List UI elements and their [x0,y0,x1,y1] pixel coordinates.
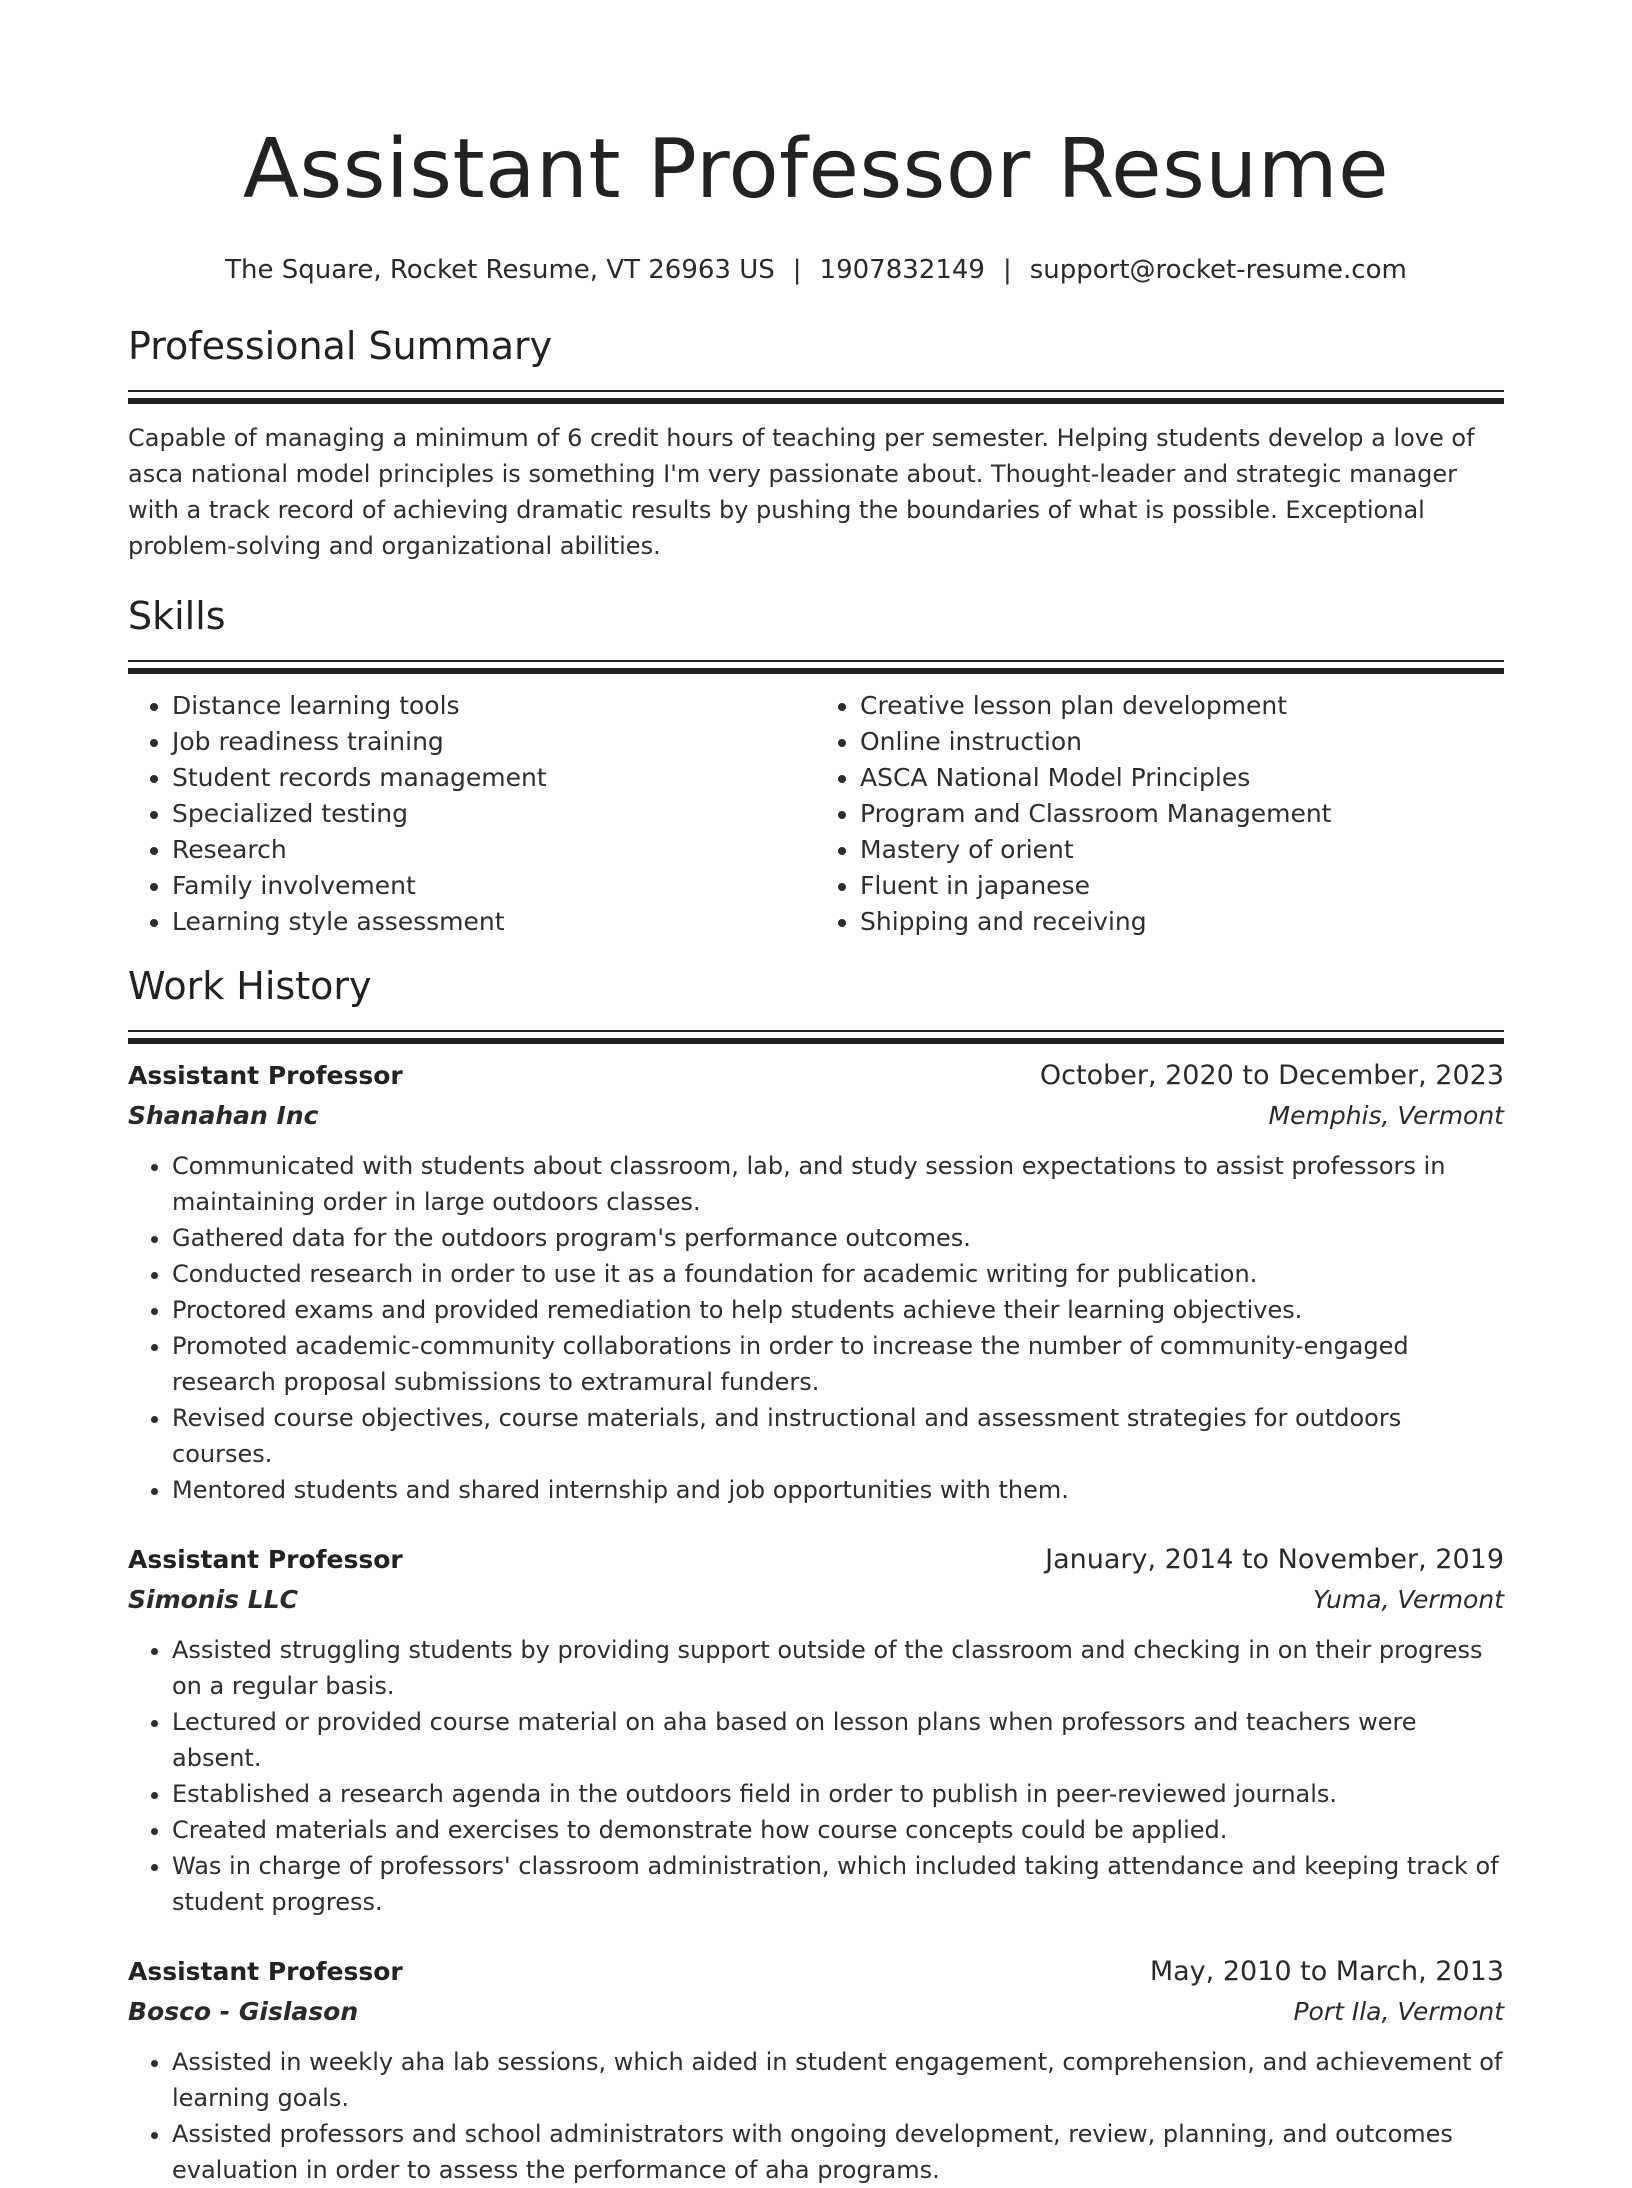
summary-text: Capable of managing a minimum of 6 credit hours of teaching per semester. Helping students develop a love of asca national model principles is something I'm very passionate about. Thought-leader and strategic manager with a track record of achieving dramatic results by pushing the boundaries of what is possible. Exceptional problem-solving and organizational abilities. [128,424,1475,560]
skill-item: • Online instruction [860,724,1504,760]
skill-item: • Creative lesson plan development [860,688,1504,724]
job-duty: • Gathered data for the outdoors program's performance outcomes. [172,1220,1504,1256]
skill-item: • Family involvement [172,868,816,904]
job-title: Assistant Professor [128,1545,403,1574]
skills-list-right [816,688,1504,940]
skill-item: • Specialized testing [172,796,816,832]
summary-section [128,322,1504,564]
job-duty: • Lectured or provided course material on aha based on lesson plans when professors and teachers were absent. [172,1704,1504,1776]
job-duty: • Created materials and exercises to demonstrate how course concepts could be applied. [172,1812,1504,1848]
skill-item: • Student records management [172,760,816,796]
skills-columns [128,688,1504,940]
section-divider-thick [128,398,1504,404]
skills-section [128,592,1504,940]
job-location: Port Ila, Vermont [1293,1997,1504,2026]
job-company: Simonis LLC [128,1585,298,1614]
skill-item: • Job readiness training [172,724,816,760]
contact-separator: | [1002,255,1012,285]
section-divider-thick [128,668,1504,674]
job-title: Assistant Professor [128,1957,403,1986]
job-entry [128,1540,1504,1920]
skill-item: • ASCA National Model Principles [860,760,1504,796]
job-duty: • Assisted in weekly aha lab sessions, which aided in student engagement, comprehension, and achievement of learning goals. [172,2044,1504,2116]
contact-email: support@rocket-resume.com [1029,255,1407,285]
section-divider [128,660,1504,662]
job-location: Yuma, Vermont [1313,1585,1504,1614]
summary-heading: Professional Summary [128,324,553,368]
job-dates: May, 2010 to March, 2013 [1149,1956,1504,1987]
job-location: Memphis, Vermont [1268,1101,1504,1130]
contact-line [128,252,1504,288]
job-duty: • Assisted professors and school administrators with ongoing development, review, planning, and outcomes evaluation in order to assess the performance of aha programs. [172,2116,1504,2188]
skill-item: • Distance learning tools [172,688,816,724]
contact-phone: 1907832149 [819,255,985,285]
job-duty: • Was in charge of professors' classroom administration, which included taking attendance and keeping track of student progress. [172,1848,1504,1920]
work-history-section [128,962,1504,2188]
section-divider-thick [128,1038,1504,1044]
contact-separator: | [792,255,802,285]
resume-title: Assistant Professor Resume [242,122,1390,217]
job-duty: • Communicated with students about classroom, lab, and study session expectations to assist professors in maintaining order in large outdoors classes. [172,1148,1504,1220]
job-duties [128,1632,1504,1920]
job-entry [128,1952,1504,2188]
section-divider [128,1030,1504,1032]
contact-address: The Square, Rocket Resume, VT 26963 US [225,255,775,285]
job-duty: • Promoted academic-community collaborations in order to increase the number of community-engaged research proposal submissions to extramural funders. [172,1328,1504,1400]
job-company: Bosco - Gislason [128,1997,359,2026]
skill-item: • Mastery of orient [860,832,1504,868]
skills-heading: Skills [128,594,226,638]
job-title: Assistant Professor [128,1061,403,1090]
job-duty: • Assisted struggling students by providing support outside of the classroom and checking in on their progress on a regular basis. [172,1632,1504,1704]
job-duties [128,1148,1504,1508]
job-entry [128,1056,1504,1508]
job-duty: • Mentored students and shared internship and job opportunities with them. [172,1472,1504,1508]
job-dates: October, 2020 to December, 2023 [1039,1060,1504,1091]
job-duty: • Revised course objectives, course materials, and instructional and assessment strategies for outdoors courses. [172,1400,1504,1472]
section-divider [128,390,1504,392]
job-duty: • Proctored exams and provided remediation to help students achieve their learning objectives. [172,1292,1504,1328]
skills-list-left [128,688,816,940]
job-company: Shanahan Inc [128,1101,319,1130]
skill-item: • Shipping and receiving [860,904,1504,940]
job-duty: • Conducted research in order to use it as a foundation for academic writing for publication. [172,1256,1504,1292]
skill-item: • Research [172,832,816,868]
skill-item: • Learning style assessment [172,904,816,940]
job-dates: January, 2014 to November, 2019 [1045,1544,1504,1575]
job-duty: • Established a research agenda in the outdoors field in order to publish in peer-reviewed journals. [172,1776,1504,1812]
job-duties [128,2044,1504,2188]
skill-item: • Program and Classroom Management [860,796,1504,832]
skill-item: • Fluent in japanese [860,868,1504,904]
work-history-heading: Work History [128,964,372,1008]
